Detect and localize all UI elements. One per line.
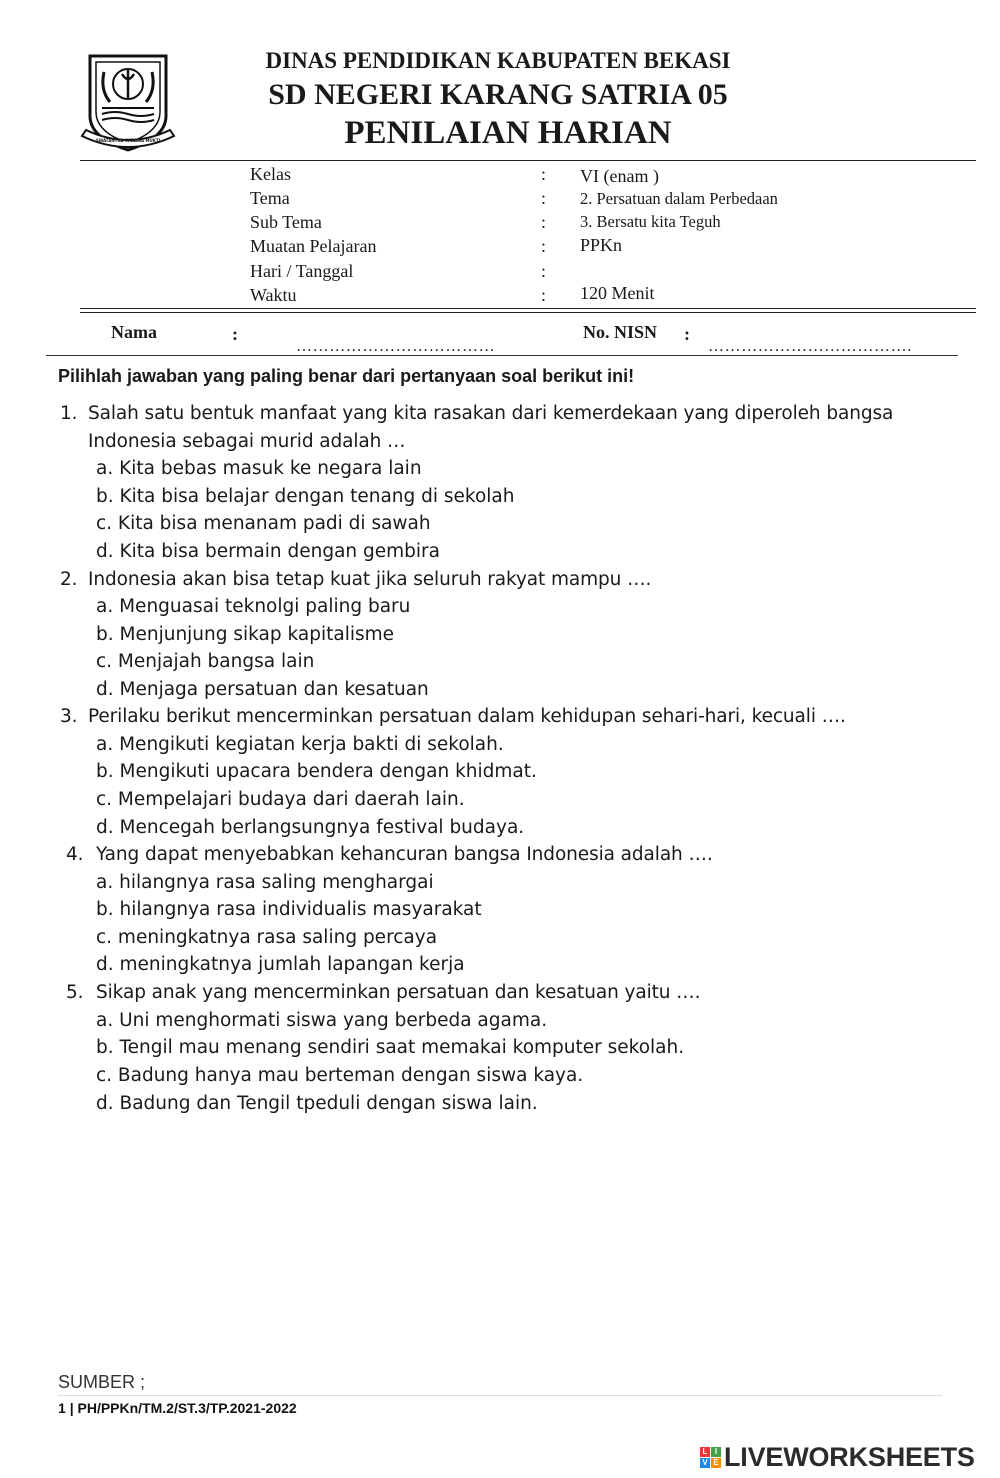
info-label-kelas: Kelas <box>250 164 291 184</box>
answer-option[interactable]: c. Menjajah bangsa lain <box>96 651 315 672</box>
info-colon: : <box>541 285 547 305</box>
footer-code-row <box>58 1400 297 1416</box>
answer-option[interactable]: a. Uni menghormati siswa yang berbeda agama. <box>96 1010 548 1031</box>
question-text: Indonesia sebagai murid adalah … <box>88 431 406 452</box>
question-text: Yang dapat menyebabkan kehancuran bangsa Indonesia adalah …. <box>96 844 713 865</box>
info-colon: : <box>541 188 547 208</box>
nisn-label: No. NISN <box>583 322 658 342</box>
info-value-subtema: 3. Bersatu kita Teguh <box>580 212 721 231</box>
school-title: SD NEGERI KARANG SATRIA 05 <box>268 78 728 111</box>
info-value-muatan: PPKn <box>580 235 623 255</box>
answer-option[interactable]: d. meningkatnya jumlah lapangan kerja <box>96 954 465 975</box>
liveworksheets-text: LIVEWORKSHEETS <box>724 1441 975 1472</box>
info-divider <box>80 308 976 309</box>
answer-option[interactable]: c. Badung hanya mau berteman dengan siswa kaya. <box>96 1065 584 1086</box>
document-code: PH/PPKn/TM.2/ST.3/TP.2021-2022 <box>77 1400 297 1416</box>
logo-motto: SWATANTRA WIBAWA MUKTI <box>95 138 161 143</box>
answer-option[interactable]: c. meningkatnya rasa saling percaya <box>96 927 438 948</box>
answer-option[interactable]: b. Tengil mau menang sendiri saat memakai komputer sekolah. <box>96 1037 685 1058</box>
question-text: Salah satu bentuk manfaat yang kita rasakan dari kemerdekaan yang diperoleh bangsa <box>88 403 894 424</box>
identity-divider <box>46 355 958 356</box>
info-label-hari: Hari / Tanggal <box>250 261 354 281</box>
page-number: 1 <box>58 1400 66 1416</box>
footer-divider <box>58 1395 942 1396</box>
info-value-waktu: 120 Menit <box>580 283 655 303</box>
header-divider <box>80 160 976 161</box>
answer-option[interactable]: a. Mengikuti kegiatan kerja bakti di sekolah. <box>96 734 504 755</box>
answer-option[interactable]: b. hilangnya rasa individualis masyarakat <box>96 899 482 920</box>
answer-option[interactable]: c. Mempelajari budaya dari daerah lain. <box>96 789 465 810</box>
question-text: Sikap anak yang mencerminkan persatuan dan kesatuan yaitu …. <box>96 982 701 1003</box>
footer-separator: | <box>69 1400 74 1416</box>
info-colon: : <box>541 164 547 184</box>
question-number: 4. <box>66 844 84 865</box>
question-number: 5. <box>66 982 84 1003</box>
instruction: Pilihlah jawaban yang paling benar dari pertanyaan soal berikut ini! <box>58 366 635 386</box>
exam-title: PENILAIAN HARIAN <box>344 115 672 151</box>
nisn-field[interactable]: ………………………………. <box>708 338 912 355</box>
info-label-subtema: Sub Tema <box>250 212 322 232</box>
name-label: Nama <box>111 322 157 342</box>
answer-option[interactable]: b. Kita bisa belajar dengan tenang di sekolah <box>96 486 515 507</box>
info-value-tema: 2. Persatuan dalam Perbedaan <box>580 189 778 208</box>
answer-option[interactable]: c. Kita bisa menanam padi di sawah <box>96 513 431 534</box>
source-label: SUMBER ; <box>58 1372 146 1392</box>
question-number: 3. <box>60 706 78 727</box>
question-text: Perilaku berikut mencerminkan persatuan dalam kehidupan sehari-hari, kecuali …. <box>88 706 846 727</box>
agency-title: DINAS PENDIDIKAN KABUPATEN BEKASI <box>265 48 731 73</box>
info-colon: : <box>541 212 547 232</box>
answer-option[interactable]: a. hilangnya rasa saling menghargai <box>96 872 434 893</box>
nisn-colon: : <box>684 324 690 344</box>
answer-option[interactable]: d. Badung dan Tengil tpeduli dengan siswa lain. <box>96 1093 538 1114</box>
info-value-kelas: VI (enam ) <box>580 166 659 186</box>
info-colon: : <box>541 236 547 256</box>
question-number: 1. <box>60 403 78 424</box>
answer-option[interactable]: d. Mencegah berlangsungnya festival budaya. <box>96 817 525 838</box>
liveworksheets-badge-icon: L I V E <box>700 1447 721 1468</box>
answer-option[interactable]: a. Menguasai teknolgi paling baru <box>96 596 411 617</box>
info-label-muatan: Muatan Pelajaran <box>250 236 377 256</box>
answer-option[interactable]: d. Menjaga persatuan dan kesatuan <box>96 679 429 700</box>
question-number: 2. <box>60 569 78 590</box>
info-label-waktu: Waktu <box>250 285 297 305</box>
info-label-tema: Tema <box>250 188 290 208</box>
question-text: Indonesia akan bisa tetap kuat jika seluruh rakyat mampu …. <box>88 569 652 590</box>
info-divider <box>80 312 976 313</box>
name-field[interactable]: ……………………………… <box>296 338 496 355</box>
liveworksheets-logo[interactable] <box>700 1443 975 1471</box>
answer-option[interactable]: b. Mengikuti upacara bendera dengan khidmat. <box>96 761 537 782</box>
answer-option[interactable]: d. Kita bisa bermain dengan gembira <box>96 541 441 562</box>
answer-option[interactable]: b. Menjunjung sikap kapitalisme <box>96 624 395 645</box>
answer-option[interactable]: a. Kita bebas masuk ke negara lain <box>96 458 422 479</box>
info-colon: : <box>541 261 547 281</box>
name-colon: : <box>232 324 238 344</box>
